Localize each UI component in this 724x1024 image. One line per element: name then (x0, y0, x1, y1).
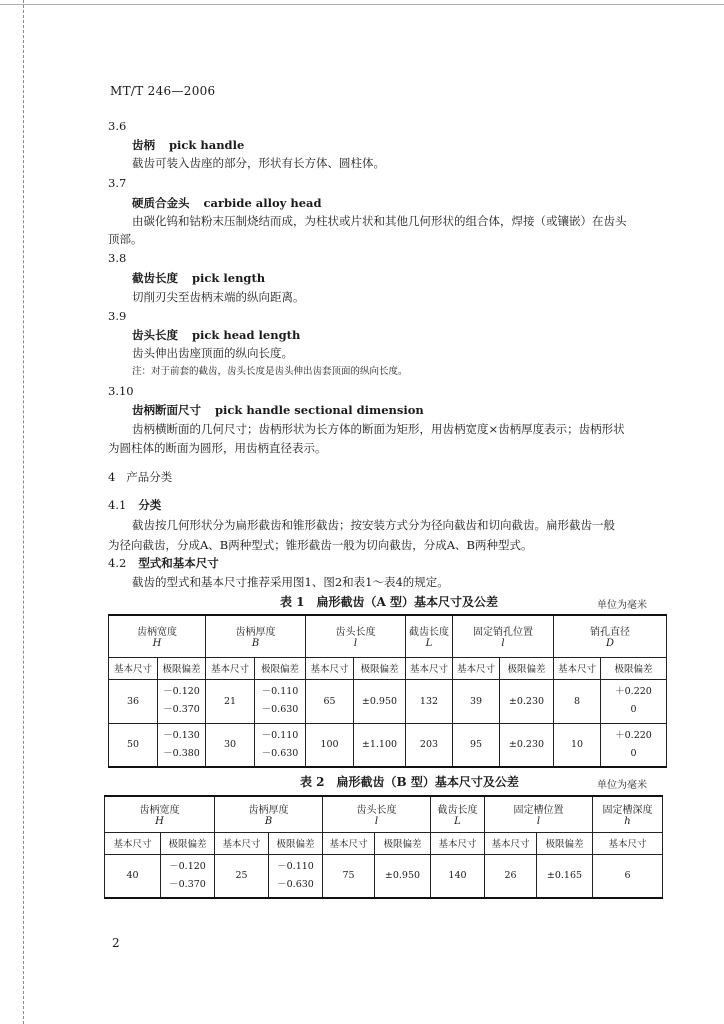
t2-header-H: 齿柄宽度 H (105, 796, 215, 832)
table-row (109, 679, 667, 723)
t2-header-l: 齿头长度 l (323, 796, 431, 832)
t1-sub-basic: 基本尺寸 (406, 657, 453, 679)
t1-cell-D: 10 (554, 723, 601, 767)
t1-header-D: 销孔直径 D (554, 615, 667, 657)
t2-sub-basic: 基本尺寸 (431, 832, 485, 854)
term-definition: 齿头伸出齿座顶面的纵向长度。 (132, 346, 293, 360)
t1-cell-D-tol: ＋0.220 0 (601, 679, 667, 723)
t2-cell-B-tol: －0.110 －0.630 (269, 854, 323, 898)
t1-sub-basic: 基本尺寸 (554, 657, 601, 679)
paragraph-cont: 为径向截齿，分成A、B两种型式；锥形截齿一般为切向截齿，分成A、B两种型式。 (108, 538, 533, 552)
t2-cell-l: 75 (323, 854, 375, 898)
t1-cell-D: 8 (554, 679, 601, 723)
top-border (0, 4, 724, 5)
t1-cell-H-tol: －0.130 －0.380 (158, 723, 206, 767)
t1-header-H: 齿柄宽度 H (109, 615, 206, 657)
t1-cell-L: 132 (406, 679, 453, 723)
t1-cell-L: 203 (406, 723, 453, 767)
table-2-unit: 单位为毫米 (597, 780, 647, 791)
term-heading: 齿柄 pick handle (132, 138, 245, 152)
table-1 (108, 614, 667, 768)
t1-sub-basic: 基本尺寸 (206, 657, 255, 679)
t1-cell-l-tol: ±0.950 (354, 679, 406, 723)
t2-sub-basic: 基本尺寸 (105, 832, 161, 854)
t1-sub-basic: 基本尺寸 (306, 657, 354, 679)
section-heading: 4 产品分类 (108, 470, 173, 484)
term-definition-cont: 为圆柱体的断面为圆形，用齿柄直径表示。 (108, 441, 327, 455)
t1-cell-D-tol: ＋0.220 0 (601, 723, 667, 767)
t1-header-pos: 固定销孔位置 l (453, 615, 554, 657)
t1-cell-H-tol: －0.120 －0.370 (158, 679, 206, 723)
page-number: 2 (112, 936, 120, 950)
t2-cell-H-tol: －0.120 －0.370 (161, 854, 215, 898)
t1-cell-l: 100 (306, 723, 354, 767)
t1-sub-tol: 极限偏差 (354, 657, 406, 679)
clause-number: 3.6 (108, 119, 127, 133)
t2-sub-basic: 基本尺寸 (593, 832, 663, 854)
t2-header-B: 齿柄厚度 B (215, 796, 323, 832)
t1-cell-B-tol: －0.110 －0.630 (255, 723, 306, 767)
t1-cell-l: 65 (306, 679, 354, 723)
t2-header-pos: 固定槽位置 l (485, 796, 593, 832)
term-heading: 齿头长度 pick head length (132, 328, 301, 342)
t1-cell-pos-tol: ±0.230 (500, 679, 554, 723)
t1-cell-l-tol: ±1.100 (354, 723, 406, 767)
paragraph: 截齿按几何形状分为扁形截齿和锥形截齿；按安装方式分为径向截齿和切向截齿。扁形截齿一般 (132, 518, 615, 532)
table-row (105, 854, 663, 898)
table-2 (104, 795, 663, 899)
t2-cell-L: 140 (431, 854, 485, 898)
paragraph: 截齿的型式和基本尺寸推荐采用图1、图2和表1～表4的规定。 (132, 575, 449, 589)
t1-sub-basic: 基本尺寸 (453, 657, 500, 679)
term-heading: 齿柄断面尺寸 pick handle sectional dimension (132, 403, 424, 417)
t1-cell-H: 36 (109, 679, 158, 723)
term-definition: 切削刃尖至齿柄末端的纵向距离。 (132, 290, 305, 304)
term-definition: 齿柄横断面的几何尺寸；齿柄形状为长方体的断面为矩形，用齿柄宽度×齿柄厚度表示；齿柄形状 (132, 422, 625, 436)
t1-sub-tol: 极限偏差 (500, 657, 554, 679)
t1-cell-H: 50 (109, 723, 158, 767)
t1-header-l: 齿头长度 l (306, 615, 406, 657)
t1-cell-B: 30 (206, 723, 255, 767)
t1-cell-pos-tol: ±0.230 (500, 723, 554, 767)
clause-number: 3.10 (108, 384, 134, 398)
term-definition: 截齿可装入齿座的部分，形状有长方体、圆柱体。 (132, 156, 385, 170)
t2-sub-basic: 基本尺寸 (485, 832, 537, 854)
t2-cell-pos: 26 (485, 854, 537, 898)
t2-header-L: 截齿长度 L (431, 796, 485, 832)
clause-number: 3.8 (108, 251, 127, 265)
table-row (109, 723, 667, 767)
binding-edge (23, 0, 24, 1024)
t2-cell-h: 6 (593, 854, 663, 898)
term-heading: 硬质合金头 carbide alloy head (132, 196, 322, 210)
t1-sub-basic: 基本尺寸 (109, 657, 158, 679)
t2-sub-tol: 极限偏差 (375, 832, 431, 854)
standard-number: MT/T 246—2006 (110, 84, 216, 98)
term-heading: 截齿长度 pick length (132, 271, 266, 285)
t2-cell-pos-tol: ±0.165 (537, 854, 593, 898)
t1-header-L: 截齿长度 L (406, 615, 453, 657)
t1-sub-tol: 极限偏差 (601, 657, 667, 679)
table-1-unit: 单位为毫米 (597, 600, 647, 611)
t2-cell-H: 40 (105, 854, 161, 898)
clause-number: 3.9 (108, 309, 127, 323)
term-note: 注：对于前套的截齿，齿头长度是齿头伸出齿套顶面的纵向长度。 (132, 366, 408, 377)
t1-sub-tol: 极限偏差 (255, 657, 306, 679)
t2-sub-tol: 极限偏差 (269, 832, 323, 854)
t2-cell-l-tol: ±0.950 (375, 854, 431, 898)
t1-cell-pos: 39 (453, 679, 500, 723)
t2-header-h: 固定槽深度 h (593, 796, 663, 832)
t2-sub-tol: 极限偏差 (161, 832, 215, 854)
t2-sub-basic: 基本尺寸 (323, 832, 375, 854)
clause-number: 3.7 (108, 176, 127, 190)
subsection-heading: 4.1 分类 (108, 498, 162, 512)
subsection-heading: 4.2 型式和基本尺寸 (108, 556, 219, 570)
t2-sub-tol: 极限偏差 (537, 832, 593, 854)
t1-header-B: 齿柄厚度 B (206, 615, 306, 657)
t2-cell-B: 25 (215, 854, 269, 898)
table-2-caption: 表 2 扁形截齿（B 型）基本尺寸及公差 (300, 775, 519, 789)
t1-cell-B: 21 (206, 679, 255, 723)
t2-sub-basic: 基本尺寸 (215, 832, 269, 854)
term-definition-cont: 顶部。 (108, 232, 143, 246)
t1-sub-tol: 极限偏差 (158, 657, 206, 679)
t1-cell-pos: 95 (453, 723, 500, 767)
term-definition: 由碳化钨和钴粉末压制烧结而成，为柱状或片状和其他几何形状的组合体，焊接（或镶嵌）在齿头 (132, 214, 627, 228)
t1-cell-B-tol: －0.110 －0.630 (255, 679, 306, 723)
table-1-caption: 表 1 扁形截齿（A 型）基本尺寸及公差 (280, 595, 499, 609)
